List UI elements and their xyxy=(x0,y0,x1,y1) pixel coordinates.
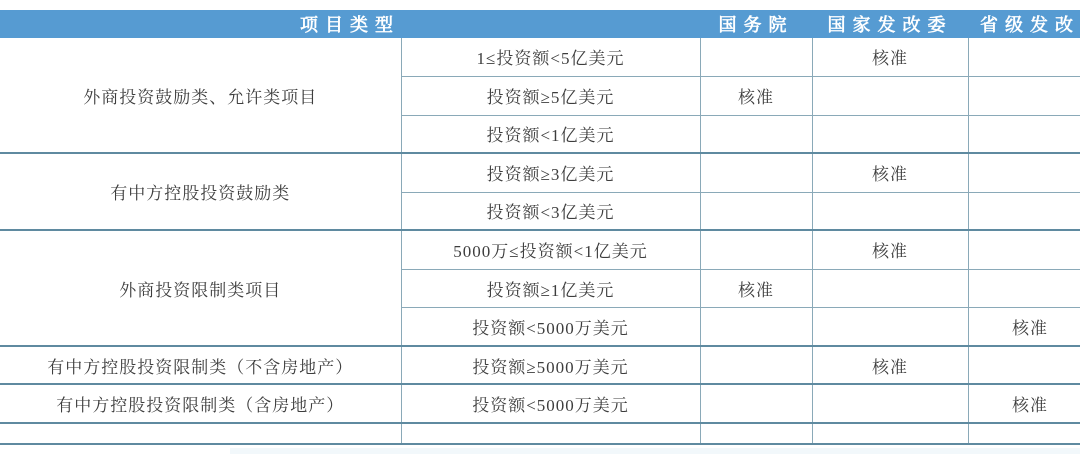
state-council-cell xyxy=(700,153,812,192)
category-cell: 有中方控股投资限制类（含房地产） xyxy=(0,384,401,423)
category-cell: 外商投资鼓励类、允许类项目 xyxy=(0,38,401,153)
condition-cell xyxy=(401,423,700,444)
condition-cell: 投资额≥5000万美元 xyxy=(401,346,700,384)
ndrc-cell: 核准 xyxy=(812,153,968,192)
condition-cell: 投资额≥5亿美元 xyxy=(401,76,700,115)
ndrc-cell xyxy=(812,192,968,230)
ndrc-cell: 核准 xyxy=(812,38,968,76)
table-row xyxy=(0,153,1080,192)
provincial-cell xyxy=(968,230,1080,269)
condition-cell: 投资额<3亿美元 xyxy=(401,192,700,230)
ndrc-cell xyxy=(812,423,968,444)
provincial-cell xyxy=(968,192,1080,230)
state-council-cell xyxy=(700,384,812,423)
state-council-cell: 核准 xyxy=(700,269,812,307)
table-row-empty xyxy=(0,423,1080,444)
header-state-council: 国务院 xyxy=(700,10,812,38)
header-project-type: 项目类型 xyxy=(0,10,700,38)
provincial-cell xyxy=(968,346,1080,384)
provincial-cell: 核准 xyxy=(968,307,1080,346)
table-row xyxy=(0,230,1080,269)
table-row xyxy=(0,38,1080,76)
category-cell: 外商投资限制类项目 xyxy=(0,230,401,346)
ndrc-cell xyxy=(812,115,968,153)
condition-cell: 投资额<5000万美元 xyxy=(401,307,700,346)
state-council-cell xyxy=(700,423,812,444)
category-cell: 有中方控股投资限制类（不含房地产） xyxy=(0,346,401,384)
table-wrapper xyxy=(0,10,1080,445)
ndrc-cell xyxy=(812,269,968,307)
provincial-cell xyxy=(968,153,1080,192)
condition-cell: 投资额<5000万美元 xyxy=(401,384,700,423)
header-row xyxy=(0,10,1080,38)
state-council-cell xyxy=(700,192,812,230)
provincial-cell: 核准 xyxy=(968,384,1080,423)
category-cell: 有中方控股投资鼓励类 xyxy=(0,153,401,230)
table-header xyxy=(0,10,1080,38)
provincial-cell xyxy=(968,269,1080,307)
condition-cell: 投资额≥1亿美元 xyxy=(401,269,700,307)
provincial-cell xyxy=(968,38,1080,76)
bottom-strip xyxy=(230,448,1080,454)
condition-cell: 1≤投资额<5亿美元 xyxy=(401,38,700,76)
state-council-cell xyxy=(700,346,812,384)
state-council-cell xyxy=(700,230,812,269)
header-ndrc: 国家发改委 xyxy=(812,10,968,38)
condition-cell: 投资额≥3亿美元 xyxy=(401,153,700,192)
state-council-cell xyxy=(700,38,812,76)
condition-cell: 投资额<1亿美元 xyxy=(401,115,700,153)
table-row xyxy=(0,384,1080,423)
state-council-cell xyxy=(700,115,812,153)
ndrc-cell: 核准 xyxy=(812,346,968,384)
ndrc-cell xyxy=(812,384,968,423)
provincial-cell xyxy=(968,76,1080,115)
ndrc-cell: 核准 xyxy=(812,230,968,269)
table-row xyxy=(0,346,1080,384)
condition-cell: 5000万≤投资额<1亿美元 xyxy=(401,230,700,269)
ndrc-cell xyxy=(812,76,968,115)
category-cell xyxy=(0,423,401,444)
provincial-cell xyxy=(968,423,1080,444)
state-council-cell: 核准 xyxy=(700,76,812,115)
provincial-cell xyxy=(968,115,1080,153)
approval-authority-table xyxy=(0,10,1080,445)
ndrc-cell xyxy=(812,307,968,346)
state-council-cell xyxy=(700,307,812,346)
header-provincial: 省级发改 xyxy=(968,10,1080,38)
